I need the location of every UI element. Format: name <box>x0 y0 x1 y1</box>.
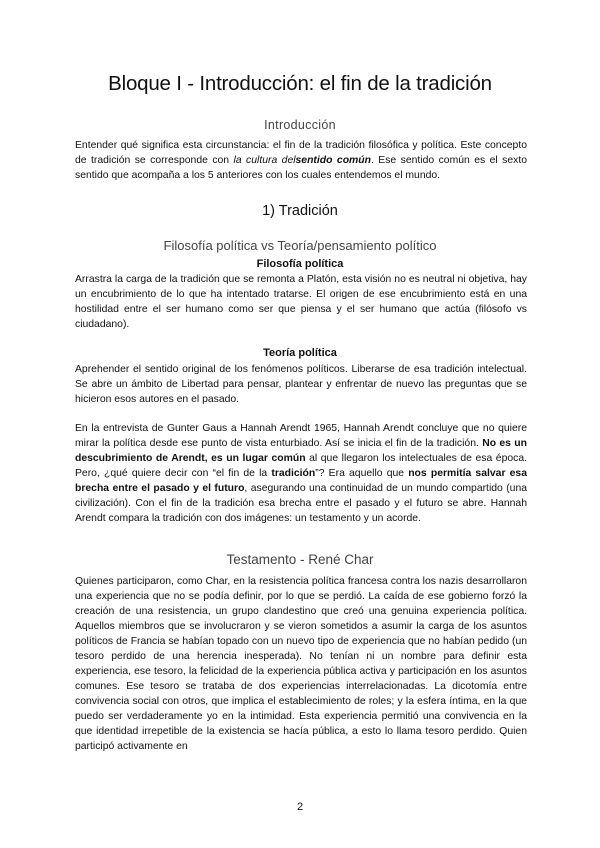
entrevista-text-c: al que llegaron los intelectuales de esa época. Pero, ¿qué quiere decir con “el fin de la <box>75 453 527 479</box>
intro-paragraph <box>75 138 527 183</box>
paragraph-teoria-politica: Aprehender el sentido original de los fenómenos políticos. Liberarse de esa tradición intelectual. Se abre un ámbito de Libertad para pensar, plantear y enfrentar de nuevo las preguntas que se hicieron esos autores en el pasado. <box>75 364 527 405</box>
entrevista-text-g: , asegurando una continuidad de un mundo compartido (una civilización). Con el fin de la tradición esa brecha entre el pasado y el futuro se abre. Hannah Arendt compara la tradición con dos imágenes: un testamento y un acorde. <box>75 483 528 524</box>
subheading-filosofia-vs-teoria: Filosofía política vs Teoría/pensamiento político <box>163 238 437 253</box>
heading-teoria-politica: Teoría política <box>263 347 337 359</box>
entrevista-text-e: ”? Era aquello que <box>315 468 409 479</box>
entrevista-bold-lugar-comun: No es un descubrimiento de Arendt, es un lugar común <box>75 438 527 464</box>
page-number: 2 <box>296 801 304 813</box>
entrevista-bold-brecha: nos permitía salvar esa brecha entre el pasado y el futuro <box>75 468 527 494</box>
intro-text-start: Entender qué significa esta circunstancia: el fin de la tradición filosófica y política. Este concepto de tradición se corresponde con <box>75 140 527 166</box>
section-heading-tradicion: 1) Tradición <box>262 203 338 219</box>
entrevista-bold-tradicion: tradición <box>271 468 316 479</box>
paragraph-entrevista <box>75 421 527 526</box>
paragraph-filosofia-politica: Arrastra la carga de la tradición que se remonta a Platón, esta visión no es neutral ni objetiva, hay un encubrimiento de lo que ha intentado tratarse. El origen de ese encubrimiento está en una hostilidad entre el ser humano como ser que piensa y el ser humano que actúa (filósofo vs ciudadano). <box>75 274 527 330</box>
intro-text-italic: la cultura del <box>233 155 296 166</box>
intro-heading: Introducción <box>264 118 336 132</box>
paragraph-testamento: Quienes participaron, como Char, en la resistencia política francesa contra los nazis desarrollaron una experiencia que no se podía definir, por lo que se perdió. La caída de ese gobierno forzó la creación de una resistencia, un grupo clandestino que creó una genuina experiencia política. Aquellos miembros que se involucraron y se vieron sometidos a asumir la carga de los asuntos políticos de Francia se habían topado con un nuevo tipo de experiencia que no habían pedido (un tesoro perdido de una herencia inesperada). No tenían ni un nombre para definir esta experiencia, ese tesoro, la felicidad de la experiencia pública activa y participación en los asuntos comunes. Ese tesoro se trataba de dos experiencias interrelacionadas. La dicotomía entre convivencia social con otros, que implica el establecimiento de roles; y la esfera íntima, en la que puedo ser verdaderamente yo en la intimidad. Esta experiencia permitió una convivencia en la que identidad irrepetible de la existencia se hacía pública, a esto lo llama tesoro perdido. Quien participó activamente en <box>75 576 527 752</box>
intro-text-end: . Ese sentido común es el sexto sentido que acompaña a los 5 anteriores con los cuales entendemos el mundo. <box>75 155 527 181</box>
intro-text-bolditalic: sentido común <box>295 155 371 166</box>
entrevista-text-a: En la entrevista de Gunter Gaus a Hannah Arendt 1965, Hannah Arendt concluye que no quiere mirar la política desde ese punto de vista enturbiado. Así se inicia el fin de la tradición. <box>75 423 527 449</box>
document-title: Bloque I - Introducción: el fin de la tradición <box>108 72 492 95</box>
heading-testamento: Testamento - René Char <box>226 552 374 567</box>
heading-filosofia-politica: Filosofía política <box>256 258 344 270</box>
